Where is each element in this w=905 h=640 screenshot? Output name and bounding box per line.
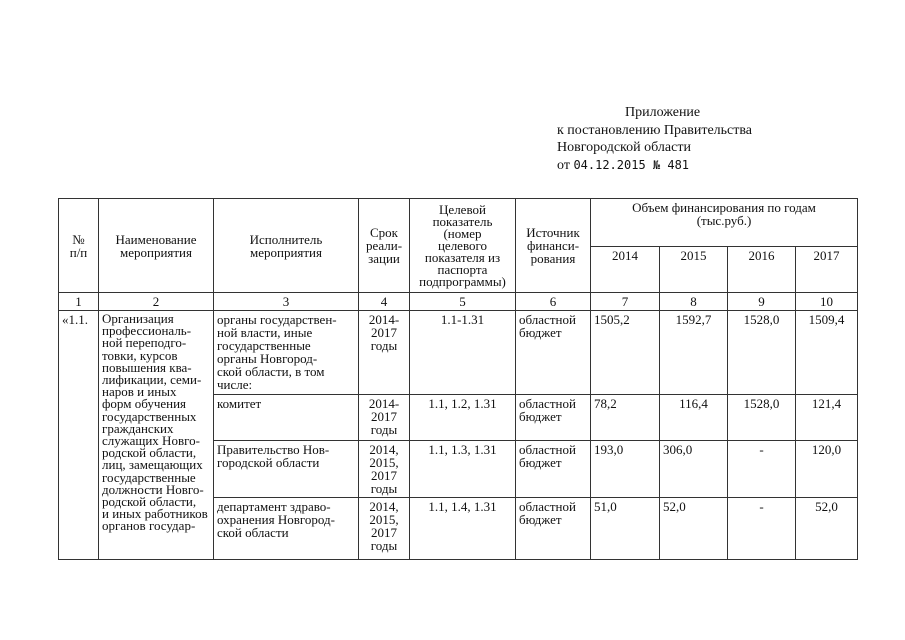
amount-2014: 78,2 [591,395,660,441]
term: 2014- 2017 годы [359,311,410,395]
col-header-name: Наименование мероприятия [99,199,214,293]
col-header-executor: Исполнитель мероприятия [214,199,359,293]
term: 2014, 2015, 2017 годы [359,441,410,498]
amount-2016: 1528,0 [728,311,796,395]
amount-2017: 121,4 [796,395,858,441]
amount-2014: 1505,2 [591,311,660,395]
table-row [59,311,858,395]
funding-source: областной бюджет [516,498,591,560]
term: 2014, 2015, 2017 годы [359,498,410,560]
year-2015: 2015 [660,247,728,293]
col-number: 9 [728,293,796,311]
col-number: 8 [660,293,728,311]
col-header-term: Срок реали- зации [359,199,410,293]
executor: Правительство Нов- городской области [214,441,359,498]
amount-2017: 120,0 [796,441,858,498]
resolution-reference: к постановлению Правительства [557,122,753,138]
resolution-number: 04.12.2015 № 481 [573,157,690,172]
table-header-row [59,199,858,247]
amount-2016: - [728,498,796,560]
col-header-num: № п/п [59,199,99,293]
funding-source: областной бюджет [516,441,591,498]
col-number: 2 [99,293,214,311]
column-numbers-row [59,293,858,311]
col-header-target: Целевой показатель (номер целевого показателя из паспорта подпрограммы) [410,199,516,293]
row-number: «1.1. [59,311,99,560]
funding-source: областной бюджет [516,395,591,441]
executor: комитет [214,395,359,441]
year-2017: 2017 [796,247,858,293]
col-number: 6 [516,293,591,311]
amount-2015: 306,0 [660,441,728,498]
col-number: 10 [796,293,858,311]
activity-name: Организация профессиональ- ной переподго- товки, курсов повышения ква- лификации, семи- наров и иных форм обучения государственных гражданских служащих Новго- родской области, лиц, замещающих государственные должности Новго- родской области, и иных работников органов государ- [99,311,214,560]
amount-2017: 52,0 [796,498,858,560]
year-2016: 2016 [728,247,796,293]
col-number: 1 [59,293,99,311]
target-indicator: 1.1, 1.4, 1.31 [410,498,516,560]
target-indicator: 1.1, 1.2, 1.31 [410,395,516,441]
col-number: 3 [214,293,359,311]
col-header-source: Источник финанси- рования [516,199,591,293]
amount-2015: 52,0 [660,498,728,560]
target-indicator: 1.1, 1.3, 1.31 [410,441,516,498]
executor: департамент здраво- охранения Новгород- ской области [214,498,359,560]
amount-2014: 193,0 [591,441,660,498]
term: 2014- 2017 годы [359,395,410,441]
region-name: Новгородской области [557,140,691,155]
executor: органы государствен- ной власти, иные государственные органы Новгород- ской области, в том числе: [214,311,359,395]
target-indicator: 1.1-1.31 [410,311,516,395]
amount-2015: 1592,7 [660,311,728,395]
col-number: 5 [410,293,516,311]
appendix-title: Приложение [625,105,701,120]
funding-table [58,198,858,560]
year-2014: 2014 [591,247,660,293]
col-number: 4 [359,293,410,311]
col-number: 7 [591,293,660,311]
amount-2016: 1528,0 [728,395,796,441]
document-header [557,104,857,174]
resolution-date-number: от 04.12.2015 № 481 [557,157,690,173]
amount-2014: 51,0 [591,498,660,560]
col-header-funding: Объем финансирования по годам (тыс.руб.) [591,199,858,247]
amount-2016: - [728,441,796,498]
amount-2017: 1509,4 [796,311,858,395]
funding-source: областной бюджет [516,311,591,395]
amount-2015: 116,4 [660,395,728,441]
